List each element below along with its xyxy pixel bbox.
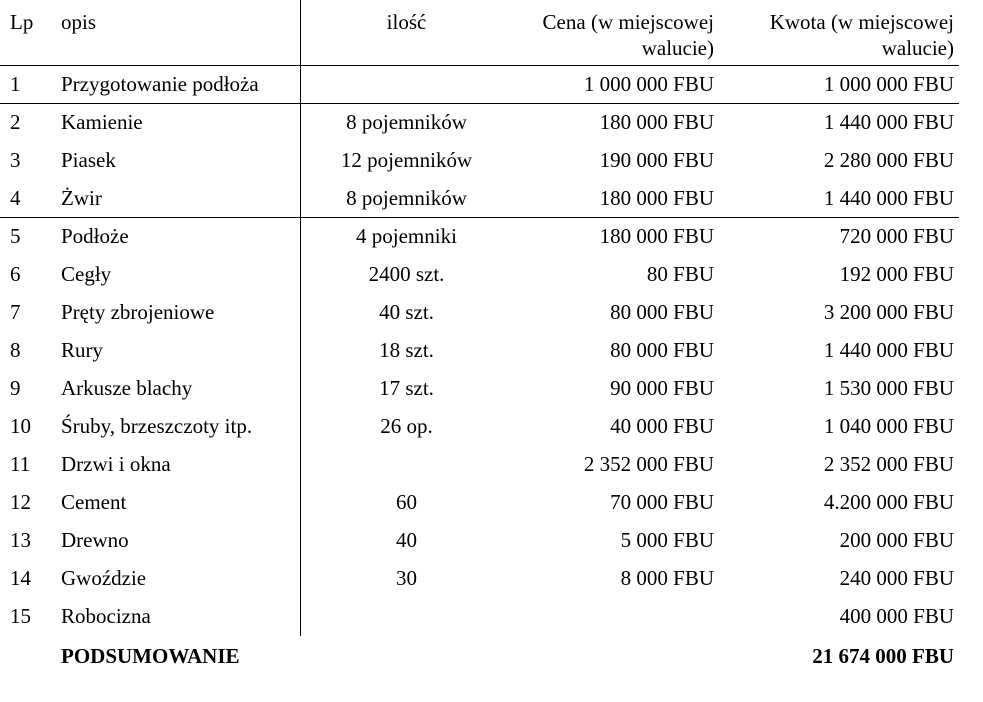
column-divider: [300, 0, 301, 636]
row-divider-1: [0, 103, 959, 104]
cell-kwota: 4.200 000 FBU: [823, 490, 954, 514]
cell-ilosc: 40 szt.: [379, 300, 434, 324]
cell-ilosc: 60: [396, 490, 417, 514]
cell-kwota: 2 352 000 FBU: [823, 452, 954, 476]
cell-cena: 80 000 FBU: [610, 300, 714, 324]
cell-opis: Cegły: [61, 262, 112, 286]
cell-lp: 2: [10, 110, 21, 134]
cell-ilosc: 2400 szt.: [368, 262, 445, 286]
summary-label: PODSUMOWANIE: [61, 644, 240, 668]
cell-opis: Robocizna: [61, 604, 151, 628]
cell-cena: 80 000 FBU: [610, 338, 714, 362]
cell-ilosc: 40: [396, 528, 417, 552]
cell-opis: Arkusze blachy: [61, 376, 193, 400]
cell-opis: Piasek: [61, 148, 116, 172]
cell-ilosc: 30: [396, 566, 417, 590]
cell-opis: Gwoździe: [61, 566, 147, 590]
cell-lp: 10: [10, 414, 31, 438]
header-cena-line2: walucie): [641, 36, 714, 60]
cell-ilosc: 12 pojemników: [340, 148, 473, 172]
cell-lp: 8: [10, 338, 21, 362]
header-kwota-line2: walucie): [881, 36, 954, 60]
cell-lp: 11: [10, 452, 31, 476]
cell-lp: 6: [10, 262, 21, 286]
header-divider: [0, 65, 959, 66]
cell-cena: 8 000 FBU: [620, 566, 714, 590]
cell-kwota: 1 440 000 FBU: [823, 186, 954, 210]
header-ilosc: ilość: [386, 10, 427, 34]
cell-lp: 5: [10, 224, 21, 248]
cell-cena: 190 000 FBU: [599, 148, 714, 172]
cell-cena: 80 FBU: [646, 262, 714, 286]
cell-opis: Podłoże: [61, 224, 129, 248]
cell-lp: 13: [10, 528, 31, 552]
cell-kwota: 1 440 000 FBU: [823, 110, 954, 134]
cell-ilosc: 8 pojemników: [346, 186, 467, 210]
cell-opis: Pręty zbrojeniowe: [61, 300, 215, 324]
cell-kwota: 2 280 000 FBU: [823, 148, 954, 172]
cell-kwota: 192 000 FBU: [839, 262, 954, 286]
cell-cena: 90 000 FBU: [610, 376, 714, 400]
cell-opis: Kamienie: [61, 110, 143, 134]
cell-lp: 14: [10, 566, 31, 590]
header-cena-line1: Cena (w miejscowej: [542, 10, 714, 34]
cell-kwota: 3 200 000 FBU: [823, 300, 954, 324]
cell-opis: Śruby, brzeszczoty itp.: [61, 414, 253, 438]
cell-lp: 15: [10, 604, 31, 628]
cell-cena: 180 000 FBU: [599, 110, 714, 134]
cell-lp: 7: [10, 300, 21, 324]
cell-ilosc: 4 pojemniki: [356, 224, 457, 248]
cell-kwota: 720 000 FBU: [839, 224, 954, 248]
cell-kwota: 1 040 000 FBU: [823, 414, 954, 438]
cell-ilosc: 8 pojemników: [346, 110, 467, 134]
cell-cena: 1 000 000 FBU: [583, 72, 714, 96]
cell-opis: Cement: [61, 490, 127, 514]
cell-lp: 4: [10, 186, 21, 210]
cell-cena: 180 000 FBU: [599, 186, 714, 210]
cell-lp: 9: [10, 376, 21, 400]
cell-ilosc: 26 op.: [380, 414, 433, 438]
cell-opis: Drewno: [61, 528, 129, 552]
cell-cena: 5 000 FBU: [620, 528, 714, 552]
cell-opis: Rury: [61, 338, 103, 362]
cell-opis: Żwir: [61, 186, 102, 210]
cell-kwota: 1 440 000 FBU: [823, 338, 954, 362]
cell-cena: 70 000 FBU: [610, 490, 714, 514]
cell-kwota: 400 000 FBU: [839, 604, 954, 628]
header-opis: opis: [61, 10, 97, 34]
cell-kwota: 200 000 FBU: [839, 528, 954, 552]
cell-opis: Przygotowanie podłoża: [61, 72, 259, 96]
cell-lp: 3: [10, 148, 21, 172]
cell-lp: 1: [10, 72, 21, 96]
header-lp: Lp: [10, 10, 34, 34]
cell-cena: 2 352 000 FBU: [583, 452, 714, 476]
cell-lp: 12: [10, 490, 31, 514]
cell-opis: Drzwi i okna: [61, 452, 171, 476]
header-kwota-line1: Kwota (w miejscowej: [769, 10, 954, 34]
cell-ilosc: 17 szt.: [379, 376, 434, 400]
row-divider-4: [0, 217, 959, 218]
cell-ilosc: 18 szt.: [379, 338, 434, 362]
summary-total: 21 674 000 FBU: [812, 644, 954, 668]
cell-kwota: 1 530 000 FBU: [823, 376, 954, 400]
cell-kwota: 240 000 FBU: [839, 566, 954, 590]
cell-cena: 40 000 FBU: [610, 414, 714, 438]
cell-kwota: 1 000 000 FBU: [823, 72, 954, 96]
cell-cena: 180 000 FBU: [599, 224, 714, 248]
